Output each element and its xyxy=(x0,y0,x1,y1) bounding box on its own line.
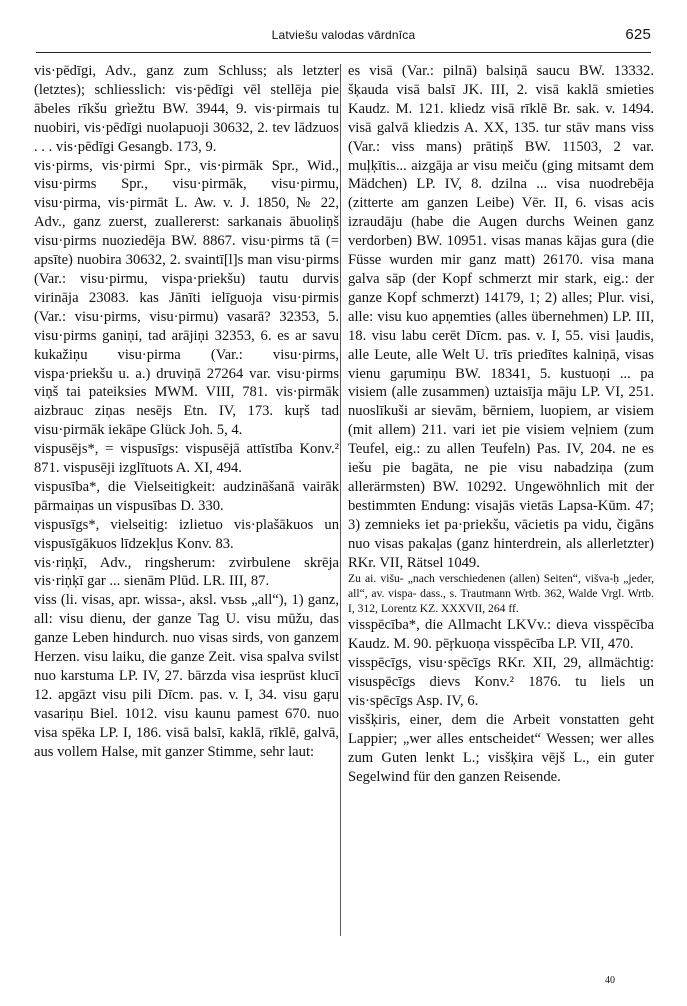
entry-viss-continued: es visā (Var.: pilnā) balsiņā saucu BW. 13332. šķauda visā balsī JK. III, 2. visā kaklā smieties Kaudz. M. 121. kliedz visā rīklē Br. sak. v. 1494. visā galvā kliedzis A. XX, 135. tur stāv mans viss (Var.: viss mans) prātiņš BW. 11503, 2 var. muļķītis... aizgāja ar visu meiču (ging mitsamt dem Mädchen) LP. IV, 8. dzilna ... visa nuodrebēja (zitterte am ganzen Leibe) Vēr. II, 6. visas acis izraudāju (habe die Augen durchs Weinen ganz verdorben) BW. 10951. visas manas kājas gura (die Füsse wurden mir ganz matt) 26170. visa mana galva sāp (der Kopf schmerzt mir stark, eig.: der ganze Kopf schmerzt) 14179, 1; 2) alles; Plur. visi, alle: visu kuo apņemties (alles übernehmen) LP. III, 18. visu labu cerēt Dīcm. pas. v. I, 55. visi ļaudis, alle Leute, alle Welt U. trīs priedītes kalniņā, visas vienu gaŗumiņu BW. 18341, 5. kustuoņi ... pa visiem (alle zusammen) uztaisīja māju LP. VI, 251. nuoslīkuši ar sievām, bērniem, luopiem, ar visiem (mit allem) 211. vari iet pie visiem veļniem (zum Teufel, eig.: zu allen Teufeln) Pas. IV, 204. ne es iešu pie bagāta, ne pie visu nabadziņa (zum allerärmsten) BW. 10292. Ungewöhnlich mit der bestimmten Endung: visajās vietās Lapsa-Kūm. 47; 3) zemnieks iet pa·priekšu, vācietis pa vidu, čigāns nuo visas pakaļas (ganz hinterdrein, als allerletzter) RKr. VII, Rätsel 1049. xyxy=(348,63,654,571)
column-separator xyxy=(340,64,341,936)
entry-vispirms: vis·pirms, vis·pirmi Spr., vis·pirmāk Spr., Wid., visu·pirms Spr., visu·pirmāk, visu·pirmu, visu·pirma, vis·pirmāt L. Aw. v. J. 1850, № 22, Adv., ganz zuerst, zuallererst: sarkanais ābuoliņš visu·pirms nuoziedēja BW. 8867. visu·pirms tā (= apsīte) nuobira 30632, 2. svaintī[l]s man visu·pirms (Var.: visu·pirmu, vispa·priekšu) tautu durvis virināja 23083. kas Jānīti ielīguoja visu·pirmis (Var.: visu·pirms, visu·pirmu) vasarā? 32353, 5. visu·pirms ganiņi, tad arājiņi 32353, 6. es ar savu kukažiņu visu·pirma (Var.: visu·pirms, vispa·priekšu u. a.) druviņā 27264 var. visu·pirms viņš tai pateiksies MWM. VIII, 781. vis·pirmāk aizbrauc ziņas nesējs Etn. IV, 173. kuŗš tad visu·pirmāk iekāpe Glück Joh. 5, 4. xyxy=(34,157,339,439)
header-rule xyxy=(36,52,651,53)
running-title: Latviešu valodas vārdnīca xyxy=(271,28,416,42)
signature-folio: 40 xyxy=(605,975,615,986)
entry-visspecigs: visspēcīgs, visu·spēcīgs RKr. XII, 29, allmächtig: visuspēcīgs dievs Konv.² 1876. tu liels un vis·spēcīgs Asp. IV, 6. xyxy=(348,655,654,709)
entry-vispedigi: vis·pēdīgi, Adv., ganz zum Schluss; als letzter (letztes); schliesslich: vis·pēdīgi vēl stellēja pie ābeles rīkšu grìežtu BW. 3944, 9. vis·pirmais tu nuobiri, vis·pēdīgi nuolapuoji 30632, 2. tev lādzuos . . . vis·pēdīgi Gesangb. 173, 9. xyxy=(34,63,339,155)
entry-vispusejs: vispusējs*, = vispusīgs: vispusējā attīstība Konv.² 871. vispusēji izglītuots A. XI, 494. xyxy=(34,441,339,477)
page-number: 625 xyxy=(625,26,651,43)
entry-vispusiba: vispusība*, die Vielseitigkeit: audzināšanā vairāk pārmaiņas un vispusības D. 330. xyxy=(34,478,339,514)
etymology-note: Zu ai. višu- „nach verschiedenen (allen) Seiten“, višva-ḥ „jeder, all“, av. vispa- dass., s. Trautmann Wrtb. 362, Walde Vrgl. Wrtb. I, 312, Lorentz KZ. XXXVII, 264 ff. xyxy=(348,572,654,615)
entry-visrinki: vis·riņķī, Adv., ringsherum: zvirbulene skrēja vis·riņķī gar ... sienām Plūd. LR. III, 87. xyxy=(34,554,339,590)
entry-visskiris: visšķiris, einer, dem die Arbeit vonstatten geht Lappier; „wer alles entscheidet“ Wessen; wer alles zum Guten lenkt L.; visšķira vējš L., ein guter Segelwind für den ganzen Reisende. xyxy=(348,711,654,785)
left-column xyxy=(34,62,339,762)
entry-viss: viss (li. visas, apr. wissa-, aksl. vьsь „all“), 1) ganz, all: visu dienu, der ganze Tag U. visu mūžu, das ganze Leben hindurch. nuo visas sirds, von ganzem Herzen. visu laiku, die ganze Zeit. visa spalva svilst nuo karstuma LP. IV, 27. bārzda visa iesprūst klucī 12. apgāzt visu pili Dīcm. pas. v. I, 34. visu gaŗu vasariņu Biel. 1012. visu kaunu pamest 670. nuo visa spēka LP. I, 186. visā balsī, kaklā, rīklē, galvā, aus vollem Halse, mit ganzer Stimme, sehr laut: xyxy=(34,592,339,760)
running-head xyxy=(36,28,651,48)
right-column xyxy=(348,62,654,786)
entry-visspeciba: visspēcība*, die Allmacht LKVv.: dieva visspēcība Kaudz. M. 90. pēŗkuoņa visspēcība LP. VII, 470. xyxy=(348,617,654,653)
entry-vispusigs: vispusīgs*, vielseitig: izlietuo vis·plašākuos un vispusīgākuos līdzekļus Konv. 83. xyxy=(34,516,339,552)
